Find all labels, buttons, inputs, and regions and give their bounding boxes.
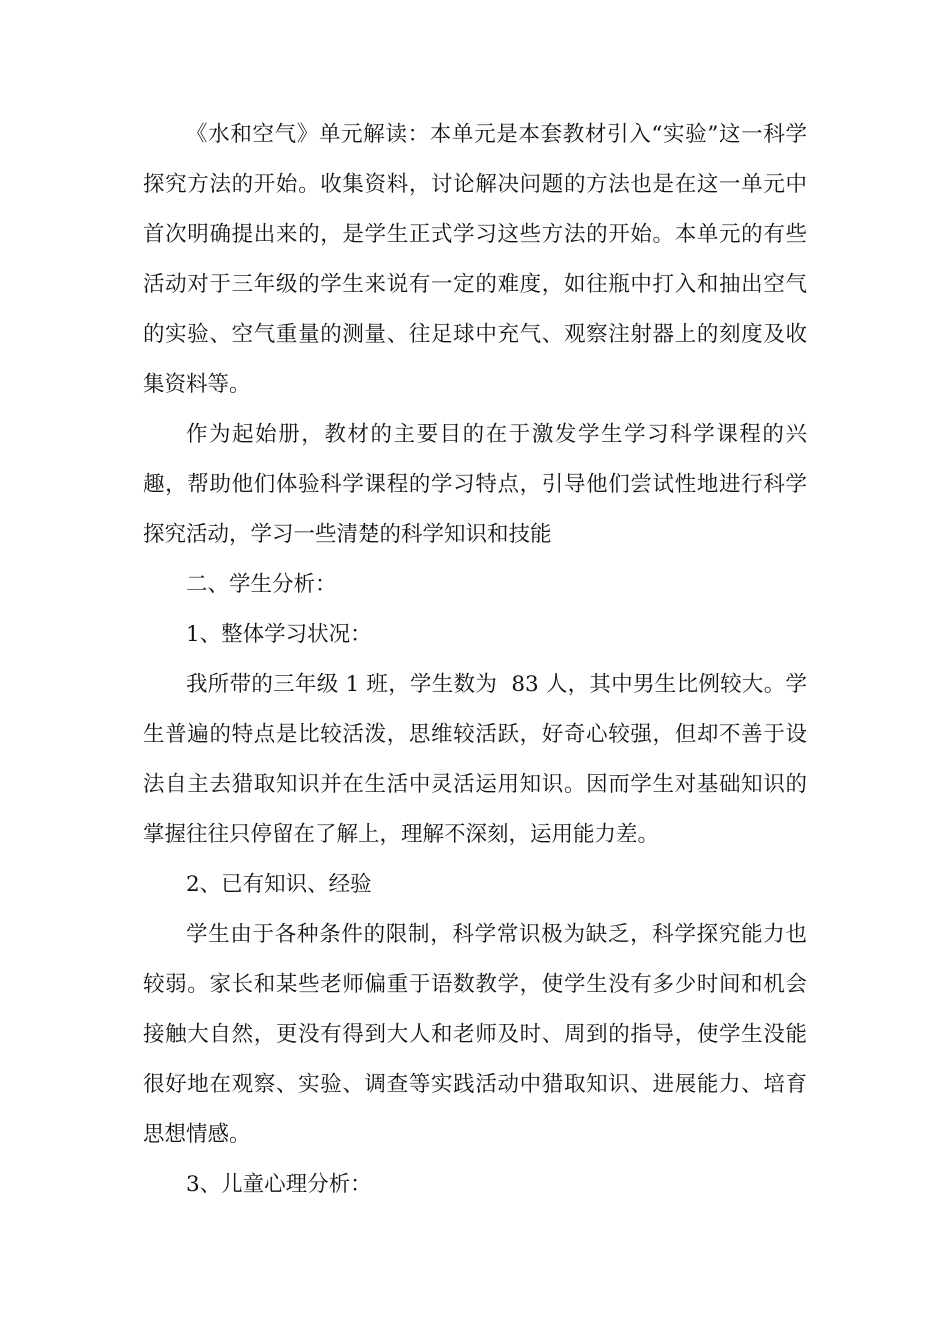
subheading-overall-learning: 1、整体学习状况： [186,622,372,647]
paragraph-knowledge-experience: 学生由于各种条件的限制，科学常识极为缺乏，科学探究能力也较弱。家长和某些老师偏重于语数教学，使学生没有多少时间和机会接触大自然，更没有得到大人和老师及时、周到的指导，使学生没能很好地在观察、实验、调查等实践活动中猎取知识、进展能力、培育思想情感。 [143,922,807,1147]
section-heading-student-analysis: 二、学生分析： [186,572,337,597]
paragraph-unit-overview: 《水和空气》单元解读：本单元是本套教材引入“实验”这一科学探究方法的开始。收集资料，讨论解决问题的方法也是在这一单元中首次明确提出来的，是学生正式学习这些方法的开始。本单元的有些活动对于三年级的学生来说有一定的难度，如往瓶中打入和抽出空气的实验、空气重量的测量、往足球中充气、观察注射器上的刻度及收集资料等。 [143,122,807,397]
document-body [143,110,807,1210]
subheading-child-psychology: 3、儿童心理分析： [186,1172,372,1197]
subheading-existing-knowledge: 2、已有知识、经验 [186,872,372,897]
paragraph-class-description: 我所带的三年级 1 班，学生数为 83 人，其中男生比例较大。学生普遍的特点是比较活泼，思维较活跃，好奇心较强，但却不善于设法自主去猎取知识并在生活中灵活运用知识。因而学生对基础知识的掌握往往只停留在了解上，理解不深刻，运用能力差。 [143,672,807,847]
paragraph-textbook-purpose: 作为起始册，教材的主要目的在于激发学生学习科学课程的兴趣，帮助他们体验科学课程的学习特点，引导他们尝试性地进行科学探究活动，学习一些清楚的科学知识和技能 [143,422,807,547]
